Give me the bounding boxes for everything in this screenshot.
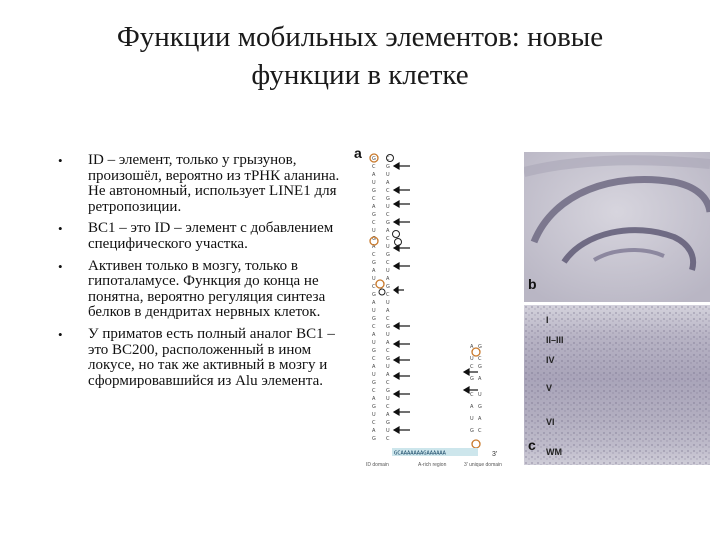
svg-text:A: A — [386, 412, 390, 418]
svg-text:G: G — [386, 252, 390, 258]
domain-label-unique: 3' unique domain — [464, 462, 502, 468]
svg-text:G: G — [478, 364, 482, 370]
svg-text:U: U — [386, 364, 390, 370]
svg-text:G: G — [386, 220, 390, 226]
svg-text:A: A — [478, 416, 482, 422]
svg-text:G: G — [372, 188, 376, 194]
bullet-text: Активен только в мозгу, только в гипоталамусе. Функция до конца не понятна, вероятно регуляция синтеза белков в дендритах нервных клеток. — [88, 257, 326, 321]
layer-label-5: V — [546, 383, 553, 393]
panel-label-b: b — [528, 276, 537, 292]
bullet-item — [58, 153, 350, 215]
svg-text:G: G — [372, 292, 376, 298]
svg-text:U: U — [372, 340, 376, 346]
svg-text:A: A — [386, 340, 390, 346]
svg-text:U: U — [386, 172, 390, 178]
panel-label-c: c — [528, 437, 536, 453]
svg-text:G: G — [386, 388, 390, 394]
svg-text:G: G — [478, 344, 482, 350]
svg-text:A: A — [372, 204, 376, 210]
svg-text:C: C — [470, 364, 474, 370]
svg-text:U: U — [386, 428, 390, 434]
svg-text:G: G — [386, 420, 390, 426]
svg-text:C: C — [386, 348, 390, 354]
bullet-dot: • — [58, 326, 63, 342]
svg-text:C: C — [386, 404, 390, 410]
bullet-dot: • — [58, 153, 63, 168]
svg-text:U: U — [372, 180, 376, 186]
svg-text:A: A — [386, 276, 390, 282]
svg-text:A: A — [478, 376, 482, 382]
svg-text:U: U — [470, 356, 474, 362]
svg-text:A: A — [372, 244, 376, 250]
svg-text:A: A — [386, 180, 390, 186]
svg-text:G: G — [470, 376, 474, 382]
cortex-layers-image — [524, 305, 710, 465]
svg-text:C: C — [470, 392, 474, 398]
svg-text:C: C — [372, 420, 376, 426]
svg-text:U: U — [386, 332, 390, 338]
rna-arrows — [394, 163, 478, 433]
sequence-strip: GCAAAAAAAGAAAAAA — [394, 450, 446, 457]
svg-text:A: A — [386, 228, 390, 234]
svg-text:U: U — [470, 416, 474, 422]
svg-text:G: G — [372, 260, 376, 266]
rna-right-strand — [386, 156, 390, 442]
svg-text:U: U — [372, 412, 376, 418]
svg-text:G: G — [372, 156, 376, 162]
svg-text:A: A — [372, 428, 376, 434]
bullet-list — [58, 153, 350, 395]
svg-text:C: C — [372, 164, 376, 170]
svg-text:U: U — [372, 228, 376, 234]
svg-text:C: C — [372, 356, 376, 362]
svg-text:A: A — [372, 396, 376, 402]
svg-text:G: G — [372, 212, 376, 218]
bullet-item — [58, 259, 350, 321]
layer-label-4: IV — [546, 355, 555, 365]
svg-text:C: C — [386, 188, 390, 194]
svg-text:C: C — [386, 292, 390, 298]
svg-text:U: U — [372, 276, 376, 282]
bullet-item — [58, 221, 350, 252]
svg-text:G: G — [372, 348, 376, 354]
svg-text:A: A — [470, 404, 474, 410]
svg-text:U: U — [386, 204, 390, 210]
svg-text:A: A — [372, 364, 376, 370]
svg-text:A: A — [470, 344, 474, 350]
svg-text:C: C — [386, 436, 390, 442]
svg-text:G: G — [372, 236, 376, 242]
svg-text:A: A — [386, 308, 390, 314]
svg-text:U: U — [372, 372, 376, 378]
svg-text:C: C — [386, 380, 390, 386]
three-prime-label: 3' — [492, 451, 498, 458]
svg-text:A: A — [372, 332, 376, 338]
svg-text:G: G — [372, 436, 376, 442]
layer-label-6: VI — [546, 417, 555, 427]
svg-text:U: U — [478, 392, 482, 398]
svg-text:C: C — [372, 196, 376, 202]
bullet-dot: • — [58, 221, 63, 237]
svg-text:C: C — [372, 220, 376, 226]
svg-text:U: U — [372, 308, 376, 314]
svg-text:G: G — [386, 284, 390, 290]
domain-label-arich: A-rich region — [418, 462, 447, 468]
layer-label-wm: WM — [546, 447, 562, 457]
svg-text:G: G — [386, 196, 390, 202]
hippocampus-image — [524, 152, 710, 302]
hippocampus-drawing — [524, 152, 710, 302]
svg-text:G: G — [372, 316, 376, 322]
svg-text:U: U — [386, 396, 390, 402]
title-line-2: функции в клетке — [251, 59, 469, 91]
svg-text:G: G — [386, 164, 390, 170]
bullet-text: У приматов есть полный аналог BC1 – это BC200, расположенный в ином локусе, но так же активный в мозгу и сформировавшийся из Alu элемента. — [88, 325, 335, 389]
svg-text:U: U — [386, 300, 390, 306]
svg-text:U: U — [386, 268, 390, 274]
svg-text:C: C — [372, 252, 376, 258]
svg-text:C: C — [478, 356, 482, 362]
svg-text:C: C — [386, 260, 390, 266]
rna-left-strand — [372, 156, 376, 442]
bullet-text: BC1 – это ID – элемент с добавлением специфического участка. — [88, 220, 334, 252]
svg-text:G: G — [386, 324, 390, 330]
layer-label-1: I — [546, 315, 549, 325]
svg-text:G: G — [372, 380, 376, 386]
svg-text:G: G — [478, 404, 482, 410]
svg-text:G: G — [470, 428, 474, 434]
slide-title — [60, 18, 660, 94]
rna-structure-figure — [352, 138, 522, 470]
svg-text:C: C — [372, 324, 376, 330]
svg-text:C: C — [386, 212, 390, 218]
svg-text:C: C — [372, 284, 376, 290]
rna-right-stem — [470, 344, 482, 434]
bullet-dot: • — [58, 258, 63, 274]
svg-text:C: C — [478, 428, 482, 434]
svg-text:A: A — [372, 172, 376, 178]
svg-text:G: G — [372, 404, 376, 410]
svg-text:C: C — [372, 388, 376, 394]
svg-text:C: C — [386, 236, 390, 242]
bullet-text: ID – элемент, только у грызунов, произошёл, вероятно из тРНК аланина. Не автономный, использует LINE1 для ретропозиции. — [88, 152, 340, 215]
svg-text:A: A — [372, 268, 376, 274]
title-line-1: Функции мобильных элементов: новые — [116, 21, 604, 53]
svg-text:U: U — [386, 244, 390, 250]
panel-label-a: a — [354, 145, 362, 161]
domain-label-id: ID domain — [366, 462, 389, 468]
svg-text:C: C — [386, 156, 390, 162]
layer-label-2-3: II–III — [546, 335, 564, 345]
svg-text:C: C — [386, 316, 390, 322]
svg-text:A: A — [386, 372, 390, 378]
svg-text:A: A — [372, 300, 376, 306]
bullet-item — [58, 327, 350, 389]
svg-text:G: G — [386, 356, 390, 362]
